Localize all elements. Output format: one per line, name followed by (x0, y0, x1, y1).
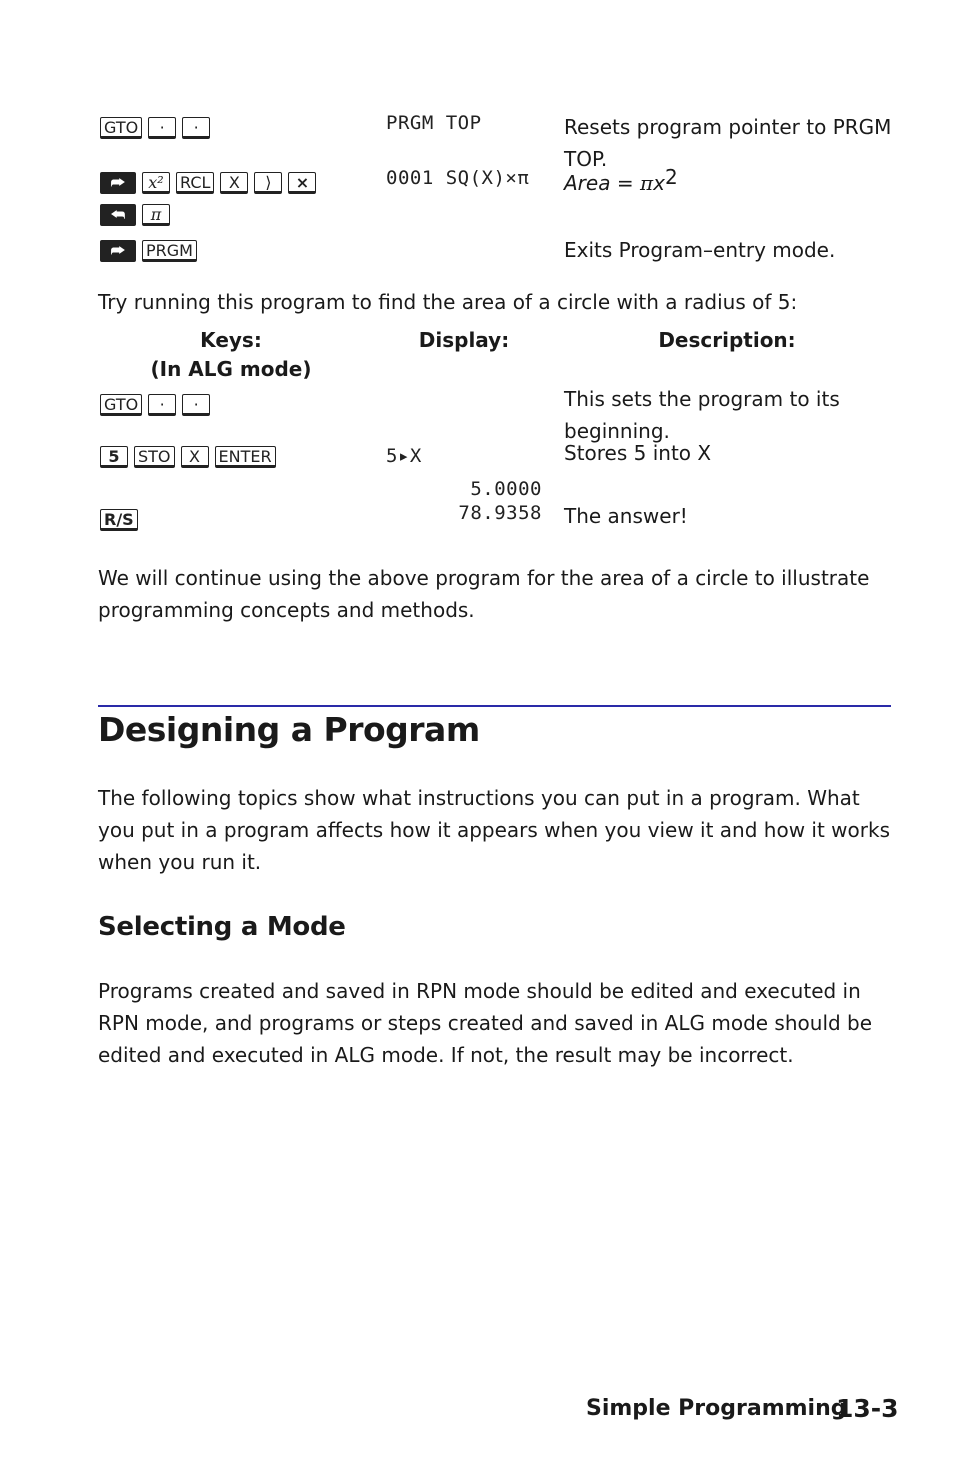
exponent-two: 2 (664, 165, 678, 189)
multiply-key: × (288, 172, 316, 194)
footer-chapter: Simple Programming (586, 1396, 847, 1421)
dot-key: · (148, 117, 176, 139)
run-display-answer: 78.9358 (458, 502, 542, 524)
keys-gto-dot-dot (100, 112, 216, 144)
run-stop-key: R/S (100, 509, 138, 531)
section-paragraph: The following topics show what instructions you can put in a program. What you put in a program affects how it appears when you view it and how it works when you run it. (98, 786, 890, 874)
description-reset: Resets program pointer to PRGM TOP. (564, 115, 892, 171)
header-keys (100, 326, 362, 384)
x-variable: x (653, 171, 665, 195)
subsection-title: Selecting a Mode (98, 912, 346, 942)
sto-key: STO (134, 446, 175, 468)
x-squared-key: x² (142, 172, 170, 194)
right-shift-key: ⮫ (100, 172, 136, 194)
run-description-answer: The answer! (564, 504, 688, 528)
header-keys-label: Keys: (200, 328, 262, 352)
run-description-beginning: This sets the program to its beginning. (564, 387, 840, 443)
prgm-key: PRGM (142, 240, 197, 262)
keys-area-line1 (100, 167, 322, 199)
intro-paragraph: Try running this program to find the area of a circle with a radius of 5: (98, 290, 798, 314)
right-shift-key: ⮫ (100, 240, 136, 262)
run-display-store: 5▸X (386, 445, 422, 467)
run-keys-rs (100, 504, 144, 536)
header-description: Description: (658, 328, 796, 352)
footer-page-number: 13-3 (836, 1394, 899, 1423)
right-arrow-key: ⟩ (254, 172, 282, 194)
display-program-line: 0001 SQ(X)×π (386, 167, 530, 189)
five-key: 5 (100, 446, 128, 468)
header-display: Display: (418, 328, 510, 352)
area-word: Area (564, 171, 611, 195)
run-display-value: 5.0000 (470, 478, 542, 500)
run-keys-gto (100, 389, 216, 421)
keys-exit-program (100, 235, 203, 267)
enter-key: ENTER (215, 446, 276, 468)
subsection-paragraph: Programs created and saved in RPN mode should be edited and executed in RPN mode, and programs or steps created and saved in ALG mode should be edited and executed in ALG mode. If not, the result may be incorrect. (98, 979, 873, 1067)
x-key: X (220, 172, 248, 194)
keys-area-line2 (100, 199, 176, 231)
left-shift-key: ⮪ (100, 204, 136, 226)
x-key: X (181, 446, 209, 468)
dot-key: · (148, 394, 176, 416)
section-rule (98, 705, 891, 707)
gto-key: GTO (100, 117, 142, 139)
equals-sign: = (610, 171, 640, 195)
description-area-formula (564, 167, 678, 199)
run-keys-store (100, 441, 282, 473)
gto-key: GTO (100, 394, 142, 416)
dot-key: · (182, 117, 210, 139)
pi-symbol: π (639, 171, 654, 195)
header-keys-mode: (In ALG mode) (150, 357, 312, 381)
pi-key: π (142, 204, 170, 226)
dot-key: · (182, 394, 210, 416)
continue-paragraph: We will continue using the above program for the area of a circle to illustrate programming concepts and methods. (98, 566, 870, 622)
section-title: Designing a Program (98, 710, 480, 749)
display-prgm-top: PRGM TOP (386, 112, 482, 134)
rcl-key: RCL (176, 172, 214, 194)
description-exit: Exits Program–entry mode. (564, 238, 836, 262)
run-description-store: Stores 5 into X (564, 441, 712, 465)
